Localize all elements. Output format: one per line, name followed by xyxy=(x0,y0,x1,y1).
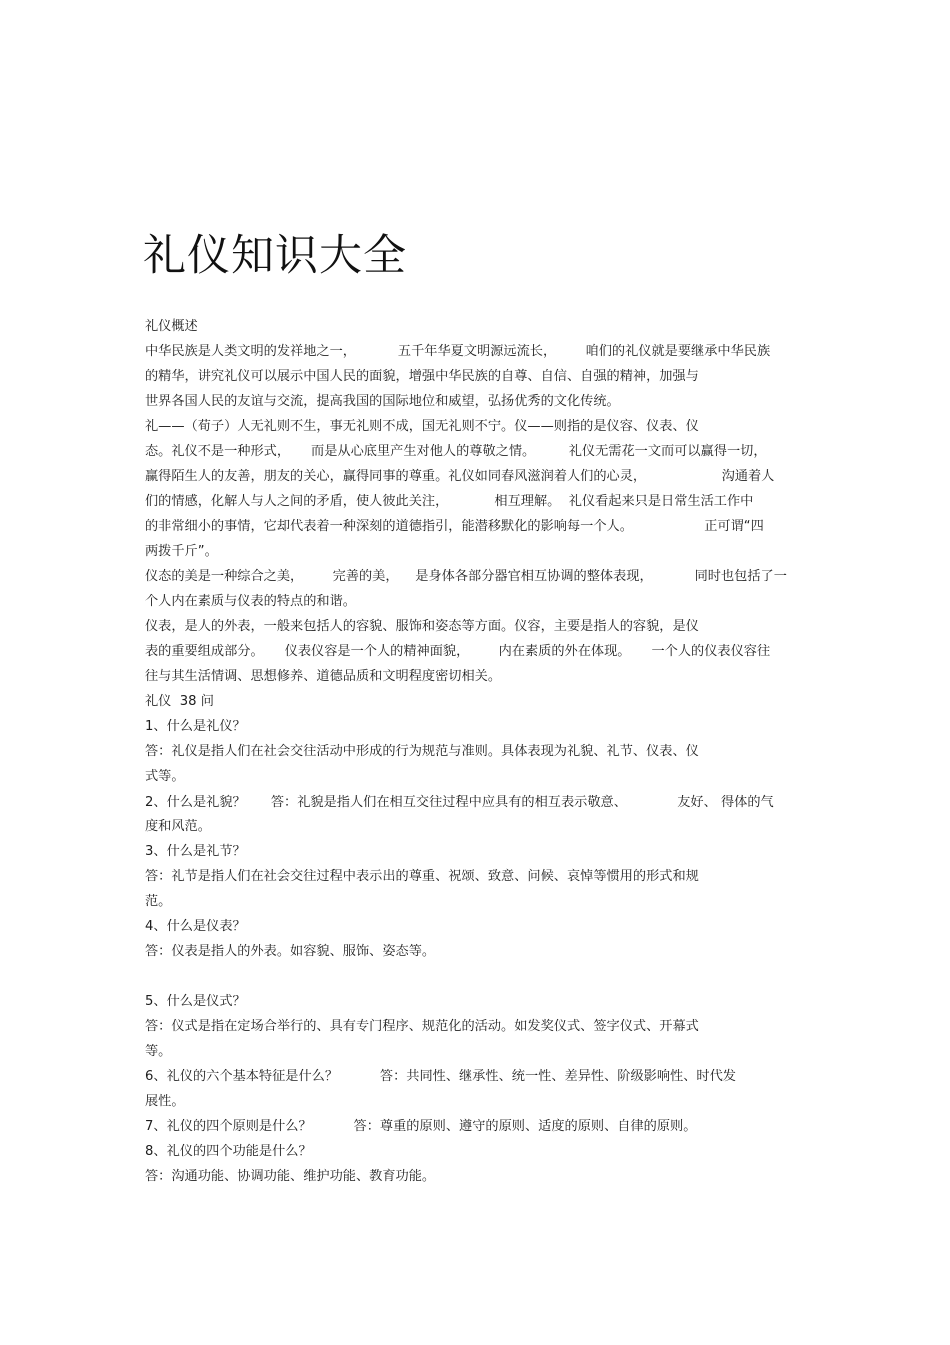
text-line: 式等。 xyxy=(145,769,185,784)
text-line: 3、什么是礼节？ xyxy=(145,844,246,859)
text-line: 往与其生活情调、思想修养、道德品质和文明程度密切相关。 xyxy=(145,669,502,684)
text-line: 答：仪表是指人的外表。如容貌、服饰、姿态等。 xyxy=(145,944,436,959)
text-line: 的精华，讲究礼仪可以展示中国人民的面貌，增强中华民族的自尊、自信、自强的精神，加强与 xyxy=(145,369,699,384)
text-line: 个人内在素质与仪表的特点的和谐。 xyxy=(145,594,356,609)
text-line: 7、礼仪的四个原则是什么？ 答：尊重的原则、遵守的原则、适度的原则、自律的原则。 xyxy=(145,1119,697,1134)
text-line: 答：沟通功能、协调功能、维护功能、教育功能。 xyxy=(145,1169,436,1184)
text-line: 4、什么是仪表？ xyxy=(145,919,246,934)
text-line: 展性。 xyxy=(145,1094,185,1109)
text-line: 答：礼仪是指人们在社会交往活动中形成的行为规范与准则。具体表现为礼貌、礼节、仪表、仪 xyxy=(145,744,699,759)
text-line: 礼仪概述 xyxy=(145,319,198,334)
text-line: 礼——（荀子）人无礼则不生，事无礼则不成，国无礼则不宁。仪——则指的是仪容、仪表、仪 xyxy=(145,419,699,434)
text-line: 两拨千斤”。 xyxy=(145,544,218,559)
text-line: 1、什么是礼仪？ xyxy=(145,719,246,734)
text-line: 世界各国人民的友谊与交流，提高我国的国际地位和威望，弘扬优秀的文化传统。 xyxy=(145,394,620,409)
text-line: 态。礼仪不是一种形式， 而是从心底里产生对他人的尊敬之情。 礼仪无需花一文而可以赢得一切， xyxy=(145,444,767,459)
text-line: 度和风范。 xyxy=(145,819,211,834)
text-line: 答：礼节是指人们在社会交往过程中表示出的尊重、祝颂、致意、问候、哀悼等惯用的形式和规 xyxy=(145,869,699,884)
text-line: 的非常细小的事情，它却代表着一种深刻的道德指引，能潜移默化的影响每一个人。 正可谓“四 xyxy=(145,519,764,534)
text-line: 范。 xyxy=(145,894,172,909)
text-line: 2、什么是礼貌？ 答：礼貌是指人们在相互交往过程中应具有的相互表示敬意、 友好、 得体的气 xyxy=(145,795,774,810)
text-line: 仪表，是人的外表，一般来包括人的容貌、服饰和姿态等方面。仪容，主要是指人的容貌，是仪 xyxy=(145,619,699,634)
text-line: 答：仪式是指在定场合举行的、具有专门程序、规范化的活动。如发奖仪式、签字仪式、开幕式 xyxy=(145,1019,699,1034)
text-line: 表的重要组成部分。 仪表仪容是一个人的精神面貌， 内在素质的外在体现。 一个人的仪表仪容往 xyxy=(145,644,771,659)
text-line: 礼仪 38 问 xyxy=(145,694,214,709)
text-line: 仪态的美是一种综合之美， 完善的美， 是身体各部分器官相互协调的整体表现， 同时也包括了一 xyxy=(145,569,787,584)
text-line: 们的情感，化解人与人之间的矛盾，使人彼此关注， 相互理解。 礼仪看起来只是日常生活工作中 xyxy=(145,494,754,509)
text-line: 中华民族是人类文明的发祥地之一， 五千年华夏文明源远流长， 咱们的礼仪就是要继承中华民族 xyxy=(145,344,771,359)
text-line: 6、礼仪的六个基本特征是什么？ 答：共同性、继承性、统一性、差异性、阶级影响性、时代发 xyxy=(145,1069,736,1084)
text-line: 等。 xyxy=(145,1044,172,1059)
document-title: 礼仪知识大全 xyxy=(143,231,407,281)
text-line: 8、礼仪的四个功能是什么？ xyxy=(145,1144,312,1159)
text-line: 赢得陌生人的友善，朋友的关心，赢得同事的尊重。礼仪如同春风滋润着人们的心灵， 沟通着人 xyxy=(145,469,775,484)
text-line: 5、什么是仪式？ xyxy=(145,994,246,1009)
